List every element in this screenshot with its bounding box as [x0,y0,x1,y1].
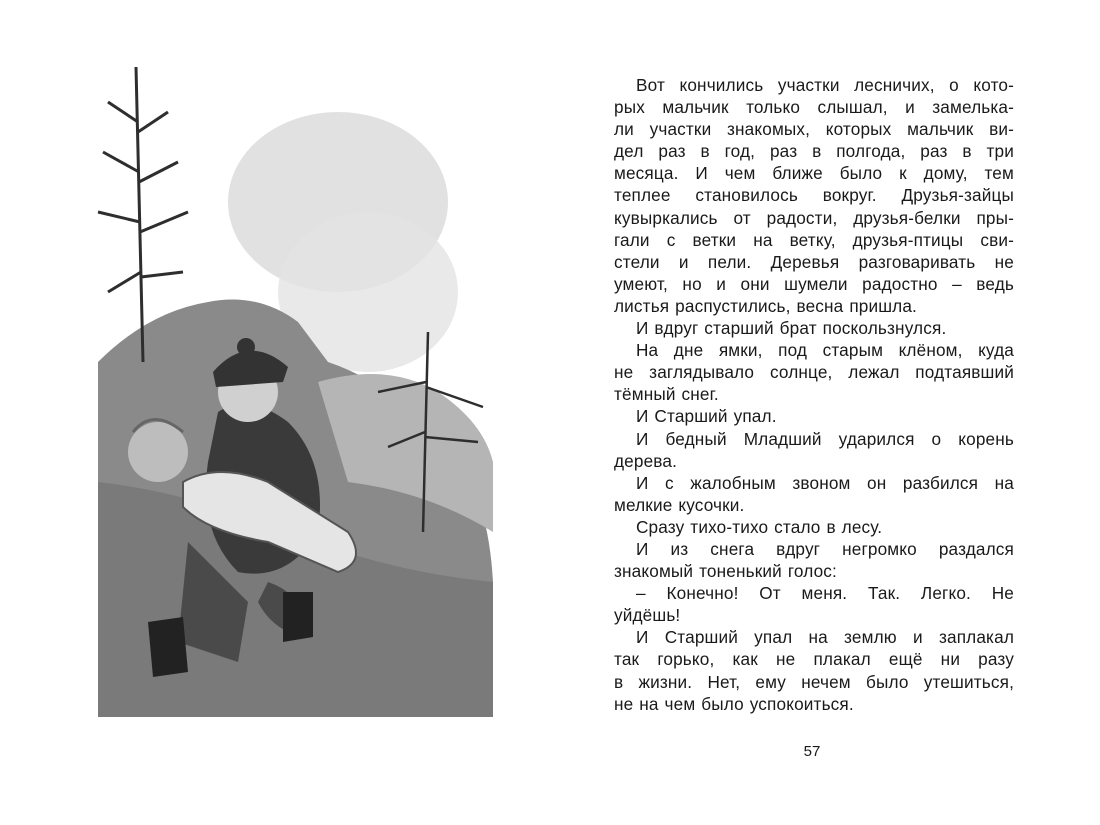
text-line: в жизни. Нет, ему нечем было утешиться, [614,671,1014,692]
text-line: уйдёшь! [614,605,681,626]
text-line: – Конечно! От меня. Так. Легко. Не [636,583,1014,604]
text-line: не заглядывало солнце, лежал подтаявший [614,362,1014,383]
text-line: Сразу тихо-тихо стало в лесу. [636,516,883,537]
paragraph [614,626,1014,714]
text-line: И Старший упал на землю и заплакал [636,627,1014,648]
text-line: И из снега вдруг негромко раздался [636,538,1014,559]
text-line: И с жалобным звоном он разбился на [636,472,1014,493]
text-line: умеют, но и они шумели радостно – ведь [614,273,1014,294]
forest-boys-illustration [88,62,498,722]
text-line: теплее становилось вокруг. Друзья-зайцы [614,185,1014,206]
paragraph [614,516,1014,538]
text-line: стели и пели. Деревья разговаривать не [614,251,1014,272]
text-line: дел раз в год, раз в полгода, раз в три [614,141,1014,162]
text-line: На дне ямки, под старым клёном, куда [636,340,1014,361]
text-line: кувыркались от радости, друзья-белки пры- [614,207,1014,228]
paragraph [614,317,1014,339]
text-line: И вдруг старший брат поскользнулся. [636,318,947,339]
text-line: ли участки знакомых, которых мальчик ви- [614,119,1014,140]
paragraph [614,472,1014,516]
text-line: листья распустились, весна пришла. [614,295,917,316]
text-line: месяца. И чем ближе было к дому, тем [614,163,1014,184]
text-line: не на чем было успокоиться. [614,693,854,714]
paragraph [614,339,1014,405]
text-line: гали с ветки на ветку, друзья-птицы сви- [614,229,1014,250]
paragraph [614,405,1014,427]
text-line: тёмный снег. [614,384,719,405]
text-line: так горько, как не плакал ещё ни разу [614,649,1014,670]
text-line: Вот кончились участки лесничих, о кото- [636,75,1014,95]
text-column [614,74,1014,715]
paragraph [614,74,1014,317]
text-line: И бедный Младший ударился о корень [636,428,1014,449]
text-line: И Старший упал. [636,406,777,427]
text-line: мелкие кусочки. [614,494,745,515]
page-number: 57 [803,743,821,760]
paragraph [614,538,1014,582]
text-line: рых мальчик только слышал, и замелька- [614,97,1014,118]
paragraph [614,582,1014,626]
text-line: знакомый тоненький голос: [614,561,837,582]
text-line: дерева. [614,450,678,471]
paragraph [614,428,1014,472]
